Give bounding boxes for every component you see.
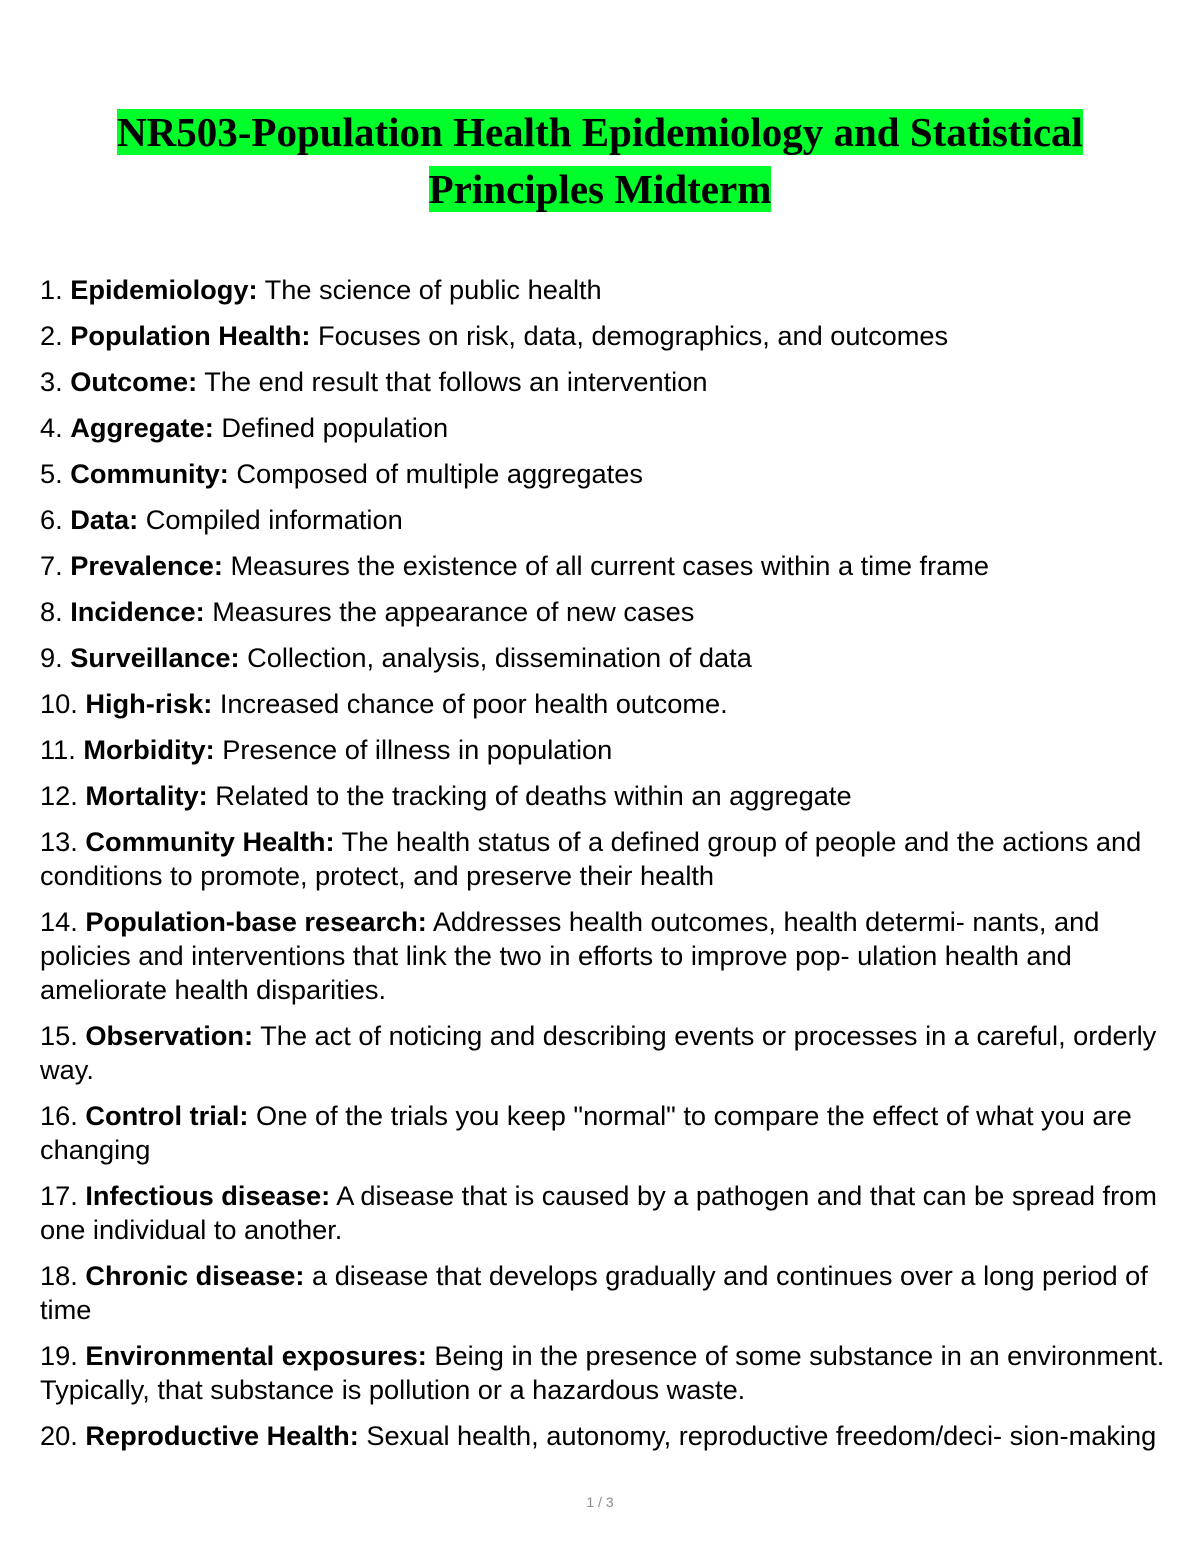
list-item <box>40 1419 1165 1453</box>
list-item <box>40 503 1165 537</box>
list-item <box>40 457 1165 491</box>
list-item <box>40 365 1165 399</box>
item-term: High-risk: <box>85 688 213 719</box>
title-line-2: Principles Midterm <box>428 166 772 212</box>
item-term: Incidence: <box>70 596 205 627</box>
item-definition: a disease that develops gradually and continues over a long period of time <box>40 1260 1148 1325</box>
list-item <box>40 641 1165 675</box>
item-number: 7. <box>40 550 63 581</box>
title-line-1: NR503-Population Health Epidemiology and Statistical <box>117 109 1083 155</box>
item-number: 13. <box>40 826 78 857</box>
item-number: 20. <box>40 1420 78 1451</box>
item-number: 17. <box>40 1180 78 1211</box>
item-definition: Measures the existence of all current cases within a time frame <box>230 550 990 581</box>
item-term: Aggregate: <box>70 412 214 443</box>
definition-list <box>40 273 1165 1465</box>
item-number: 15. <box>40 1020 78 1051</box>
item-definition: The science of public health <box>264 274 602 305</box>
item-number: 9. <box>40 642 63 673</box>
item-term: Reproductive Health: <box>85 1420 359 1451</box>
list-item <box>40 411 1165 445</box>
item-definition: Presence of illness in population <box>222 734 613 765</box>
list-item <box>40 1259 1165 1327</box>
item-number: 12. <box>40 780 78 811</box>
item-number: 19. <box>40 1340 78 1371</box>
item-definition: A disease that is caused by a pathogen and that can be spread from one individual to another. <box>40 1180 1157 1245</box>
document-title <box>0 104 1200 218</box>
item-term: Control trial: <box>85 1100 249 1131</box>
page-indicator: 1 / 3 <box>586 1494 614 1510</box>
item-definition: The act of noticing and describing events or processes in a careful, orderly way. <box>40 1020 1157 1085</box>
list-item <box>40 1019 1165 1087</box>
item-definition: Composed of multiple aggregates <box>236 458 643 489</box>
list-item <box>40 273 1165 307</box>
item-number: 6. <box>40 504 63 535</box>
item-term: Observation: <box>85 1020 254 1051</box>
item-definition: The health status of a defined group of people and the actions and conditions to promote, protect, and preserve their health <box>40 826 1142 891</box>
item-definition: Related to the tracking of deaths within an aggregate <box>215 780 852 811</box>
list-item <box>40 319 1165 353</box>
item-number: 18. <box>40 1260 78 1291</box>
item-number: 5. <box>40 458 63 489</box>
item-number: 4. <box>40 412 63 443</box>
list-item <box>40 825 1165 893</box>
item-definition: Sexual health, autonomy, reproductive freedom/deci- sion-making <box>366 1420 1157 1451</box>
item-term: Infectious disease: <box>85 1180 331 1211</box>
item-definition: Being in the presence of some substance in an environment. Typically, that substance is pollution or a hazardous waste. <box>40 1340 1165 1405</box>
list-item <box>40 1099 1165 1167</box>
item-term: Morbidity: <box>83 734 215 765</box>
item-number: 8. <box>40 596 63 627</box>
item-number: 3. <box>40 366 63 397</box>
item-number: 1. <box>40 274 63 305</box>
item-term: Population-base research: <box>85 906 427 937</box>
item-definition: Defined population <box>221 412 449 443</box>
list-item <box>40 905 1165 1007</box>
item-number: 2. <box>40 320 63 351</box>
list-item <box>40 549 1165 583</box>
item-term: Surveillance: <box>70 642 240 673</box>
list-item <box>40 779 1165 813</box>
item-definition: Increased chance of poor health outcome. <box>219 688 728 719</box>
item-definition: The end result that follows an intervention <box>204 366 708 397</box>
item-term: Epidemiology: <box>70 274 258 305</box>
item-definition: One of the trials you keep "normal" to compare the effect of what you are changing <box>40 1100 1132 1165</box>
item-term: Chronic disease: <box>85 1260 305 1291</box>
list-item <box>40 595 1165 629</box>
list-item <box>40 1179 1165 1247</box>
list-item <box>40 733 1165 767</box>
item-term: Outcome: <box>70 366 198 397</box>
item-number: 11. <box>40 734 76 765</box>
item-term: Community Health: <box>85 826 335 857</box>
item-number: 16. <box>40 1100 78 1131</box>
item-term: Community: <box>70 458 229 489</box>
list-item <box>40 687 1165 721</box>
item-definition: Collection, analysis, dissemination of data <box>247 642 752 673</box>
item-term: Data: <box>70 504 139 535</box>
item-term: Environmental exposures: <box>85 1340 427 1371</box>
item-term: Population Health: <box>70 320 311 351</box>
item-term: Mortality: <box>85 780 208 811</box>
item-term: Prevalence: <box>70 550 223 581</box>
item-number: 14. <box>40 906 78 937</box>
item-definition: Focuses on risk, data, demographics, and outcomes <box>317 320 949 351</box>
list-item <box>40 1339 1165 1407</box>
item-definition: Measures the appearance of new cases <box>212 596 695 627</box>
item-definition: Addresses health outcomes, health determi- nants, and policies and interventions that link the two in efforts to improve pop- ulation health and ameliorate health disparities. <box>40 906 1100 1005</box>
item-definition: Compiled information <box>145 504 403 535</box>
item-number: 10. <box>40 688 78 719</box>
